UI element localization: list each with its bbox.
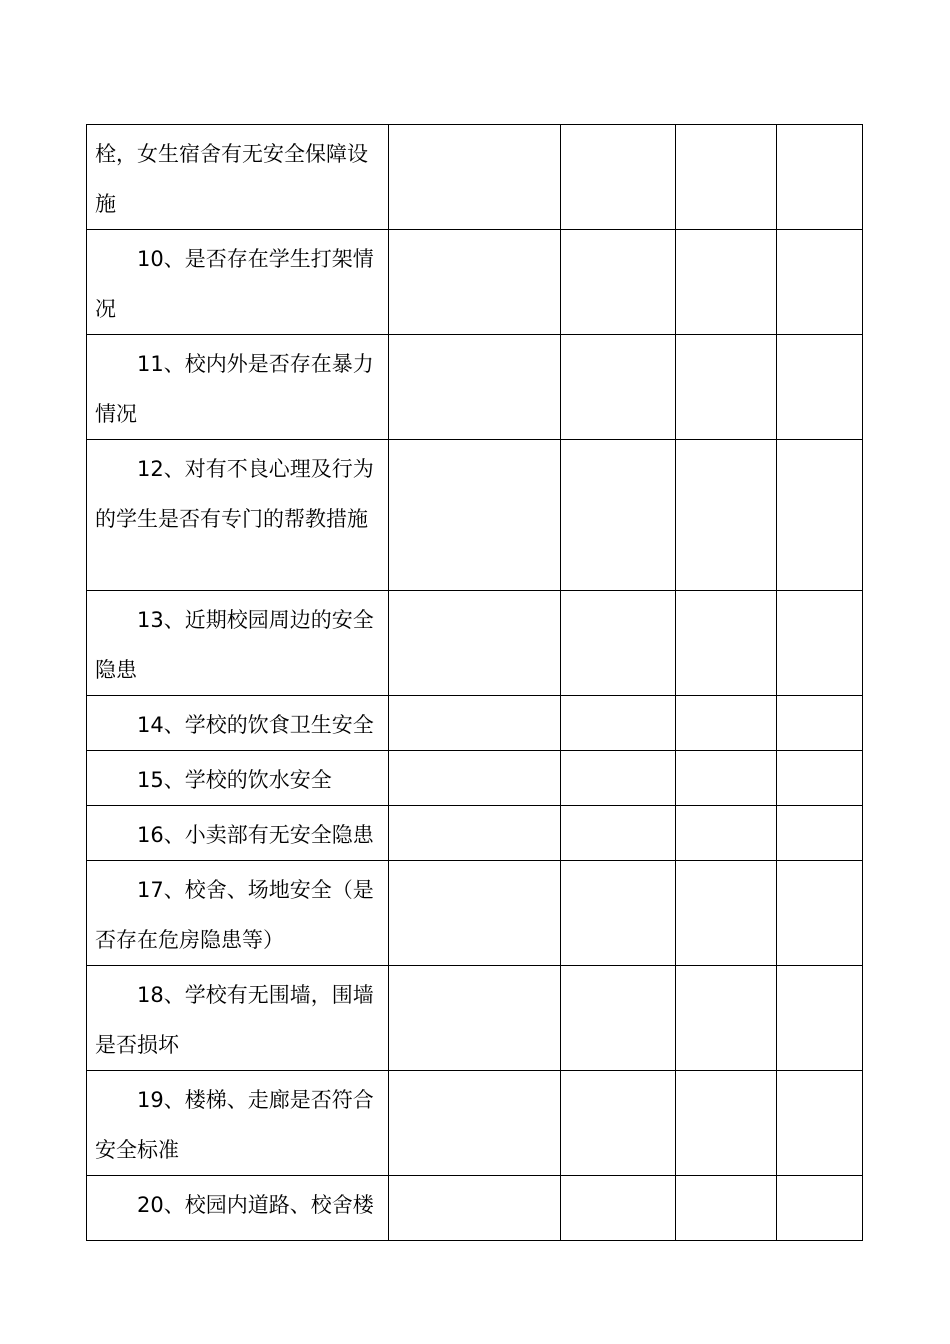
measure-cell[interactable] bbox=[676, 335, 777, 440]
inspection-item-cell bbox=[87, 335, 389, 440]
inspection-item-cell bbox=[87, 230, 389, 335]
result-cell[interactable] bbox=[389, 861, 561, 966]
inspection-item-text: 14、学校的饮食卫生安全 bbox=[137, 713, 374, 737]
note-cell[interactable] bbox=[777, 966, 863, 1071]
result-cell[interactable] bbox=[389, 230, 561, 335]
note-cell[interactable] bbox=[777, 751, 863, 806]
measure-cell[interactable] bbox=[676, 230, 777, 335]
note-cell[interactable] bbox=[777, 806, 863, 861]
table-row bbox=[87, 591, 863, 696]
inspection-item-text: 栓，女生宿舍有无安全保障设施 bbox=[95, 142, 368, 216]
measure-cell[interactable] bbox=[676, 1176, 777, 1241]
measure-cell[interactable] bbox=[676, 806, 777, 861]
inspection-item-cell bbox=[87, 440, 389, 591]
inspection-item-text: 18、学校有无围墙，围墙是否损坏 bbox=[95, 983, 374, 1057]
inspection-item-cell bbox=[87, 1071, 389, 1176]
result-cell[interactable] bbox=[389, 125, 561, 230]
measure-cell[interactable] bbox=[676, 696, 777, 751]
inspection-item-text: 20、校园内道路、校舍楼 bbox=[137, 1193, 374, 1217]
measure-cell[interactable] bbox=[676, 1071, 777, 1176]
result-cell[interactable] bbox=[389, 806, 561, 861]
inspection-item-text: 17、校舍、场地安全（是否存在危房隐患等） bbox=[95, 878, 374, 952]
status-cell[interactable] bbox=[561, 335, 676, 440]
status-cell[interactable] bbox=[561, 1176, 676, 1241]
status-cell[interactable] bbox=[561, 591, 676, 696]
inspection-item-text: 15、学校的饮水安全 bbox=[137, 768, 332, 792]
inspection-item-cell bbox=[87, 861, 389, 966]
inspection-item-cell bbox=[87, 1176, 389, 1241]
measure-cell[interactable] bbox=[676, 861, 777, 966]
status-cell[interactable] bbox=[561, 1071, 676, 1176]
note-cell[interactable] bbox=[777, 335, 863, 440]
note-cell[interactable] bbox=[777, 696, 863, 751]
result-cell[interactable] bbox=[389, 751, 561, 806]
inspection-item-text: 16、小卖部有无安全隐患 bbox=[137, 823, 374, 847]
status-cell[interactable] bbox=[561, 751, 676, 806]
result-cell[interactable] bbox=[389, 696, 561, 751]
inspection-item-cell bbox=[87, 751, 389, 806]
table-row bbox=[87, 1071, 863, 1176]
result-cell[interactable] bbox=[389, 1176, 561, 1241]
status-cell[interactable] bbox=[561, 966, 676, 1071]
table-row bbox=[87, 230, 863, 335]
measure-cell[interactable] bbox=[676, 751, 777, 806]
inspection-item-text: 11、校内外是否存在暴力情况 bbox=[95, 352, 374, 426]
result-cell[interactable] bbox=[389, 591, 561, 696]
inspection-item-cell bbox=[87, 966, 389, 1071]
measure-cell[interactable] bbox=[676, 966, 777, 1071]
result-cell[interactable] bbox=[389, 335, 561, 440]
note-cell[interactable] bbox=[777, 230, 863, 335]
measure-cell[interactable] bbox=[676, 125, 777, 230]
measure-cell[interactable] bbox=[676, 591, 777, 696]
inspection-item-text: 19、楼梯、走廊是否符合安全标准 bbox=[95, 1088, 374, 1162]
table-row bbox=[87, 806, 863, 861]
inspection-item-cell bbox=[87, 591, 389, 696]
table-row bbox=[87, 1176, 863, 1241]
inspection-item-cell bbox=[87, 696, 389, 751]
inspection-item-cell bbox=[87, 125, 389, 230]
table-row bbox=[87, 125, 863, 230]
result-cell[interactable] bbox=[389, 966, 561, 1071]
status-cell[interactable] bbox=[561, 861, 676, 966]
inspection-item-cell bbox=[87, 806, 389, 861]
note-cell[interactable] bbox=[777, 591, 863, 696]
table-row bbox=[87, 966, 863, 1071]
status-cell[interactable] bbox=[561, 125, 676, 230]
status-cell[interactable] bbox=[561, 230, 676, 335]
note-cell[interactable] bbox=[777, 861, 863, 966]
note-cell[interactable] bbox=[777, 1071, 863, 1176]
measure-cell[interactable] bbox=[676, 440, 777, 591]
table-row bbox=[87, 696, 863, 751]
table-row bbox=[87, 751, 863, 806]
note-cell[interactable] bbox=[777, 125, 863, 230]
note-cell[interactable] bbox=[777, 1176, 863, 1241]
safety-inspection-table bbox=[86, 124, 863, 1241]
table-row bbox=[87, 335, 863, 440]
inspection-item-text: 13、近期校园周边的安全隐患 bbox=[95, 608, 374, 682]
result-cell[interactable] bbox=[389, 1071, 561, 1176]
inspection-item-text: 10、是否存在学生打架情况 bbox=[95, 247, 374, 321]
result-cell[interactable] bbox=[389, 440, 561, 591]
status-cell[interactable] bbox=[561, 696, 676, 751]
table-row bbox=[87, 861, 863, 966]
note-cell[interactable] bbox=[777, 440, 863, 591]
status-cell[interactable] bbox=[561, 440, 676, 591]
table-row bbox=[87, 440, 863, 591]
inspection-item-text: 12、对有不良心理及行为的学生是否有专门的帮教措施 bbox=[95, 457, 374, 531]
status-cell[interactable] bbox=[561, 806, 676, 861]
